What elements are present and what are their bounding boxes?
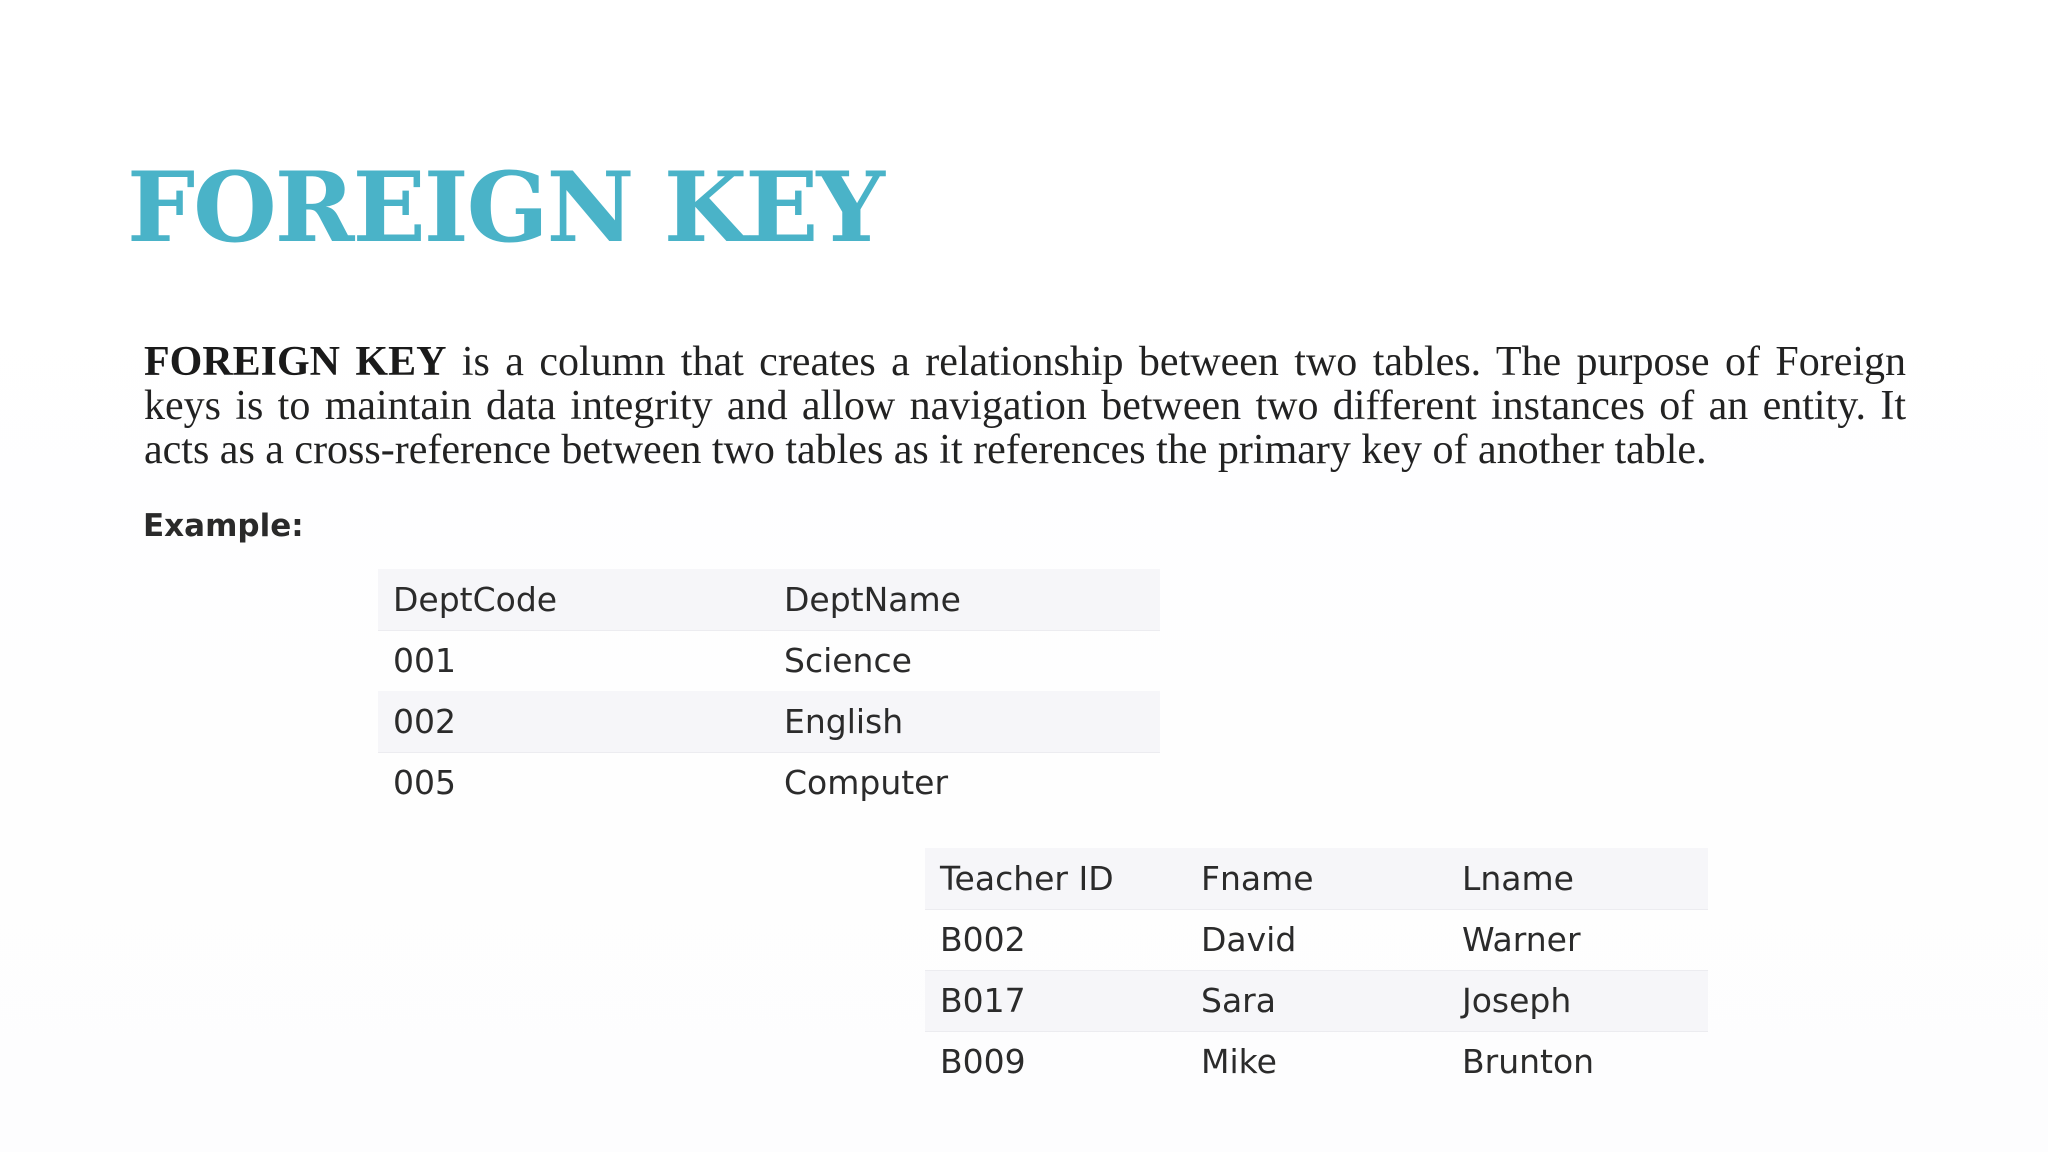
dept-table [378,569,1160,813]
table-cell: 005 [393,763,456,803]
table-cell: Sara [1186,970,1447,1031]
header-cell-deptcode: DeptCode [378,569,769,630]
description-bold-lead: FOREIGN KEY [144,339,447,385]
table-cell: Mike [1201,1042,1277,1082]
header-cell-deptname: DeptName [769,569,1160,630]
example-label: Example: [143,508,304,544]
table-cell: Brunton [1462,1042,1595,1082]
table-header-row [378,569,1160,630]
table-row [378,752,1160,813]
header-cell-teacher-id: Teacher ID [925,848,1186,909]
header-cell-fname: Fname [1186,848,1447,909]
table-cell: Joseph [1447,970,1708,1031]
table-cell: 002 [378,691,769,752]
table-cell: David [1186,909,1447,970]
slide-title: FOREIGN KEY [127,151,883,264]
description-paragraph [144,340,1906,472]
table-header-row [925,848,1708,909]
table-cell: 001 [393,641,456,681]
table-cell: B017 [925,970,1186,1031]
teacher-table [925,848,1708,1092]
table-cell: Warner [1447,909,1708,970]
table-cell: Science [784,641,912,681]
table-row [378,630,1160,691]
description-text: is a column that creates a relationship between two tables. The purpose of Foreign keys is to maintain data integrity and allow navigation between two different instances of an entity. It acts as a cross-reference between two tables as it references the primary key of another table. [144,339,1907,473]
table-row [925,909,1708,970]
table-row [925,970,1708,1031]
table-cell: Computer [784,763,949,803]
table-cell: English [769,691,1160,752]
table-cell: B002 [925,909,1186,970]
header-cell-lname: Lname [1447,848,1708,909]
table-row [378,691,1160,752]
table-cell: B009 [940,1042,1026,1082]
table-row [925,1031,1708,1092]
